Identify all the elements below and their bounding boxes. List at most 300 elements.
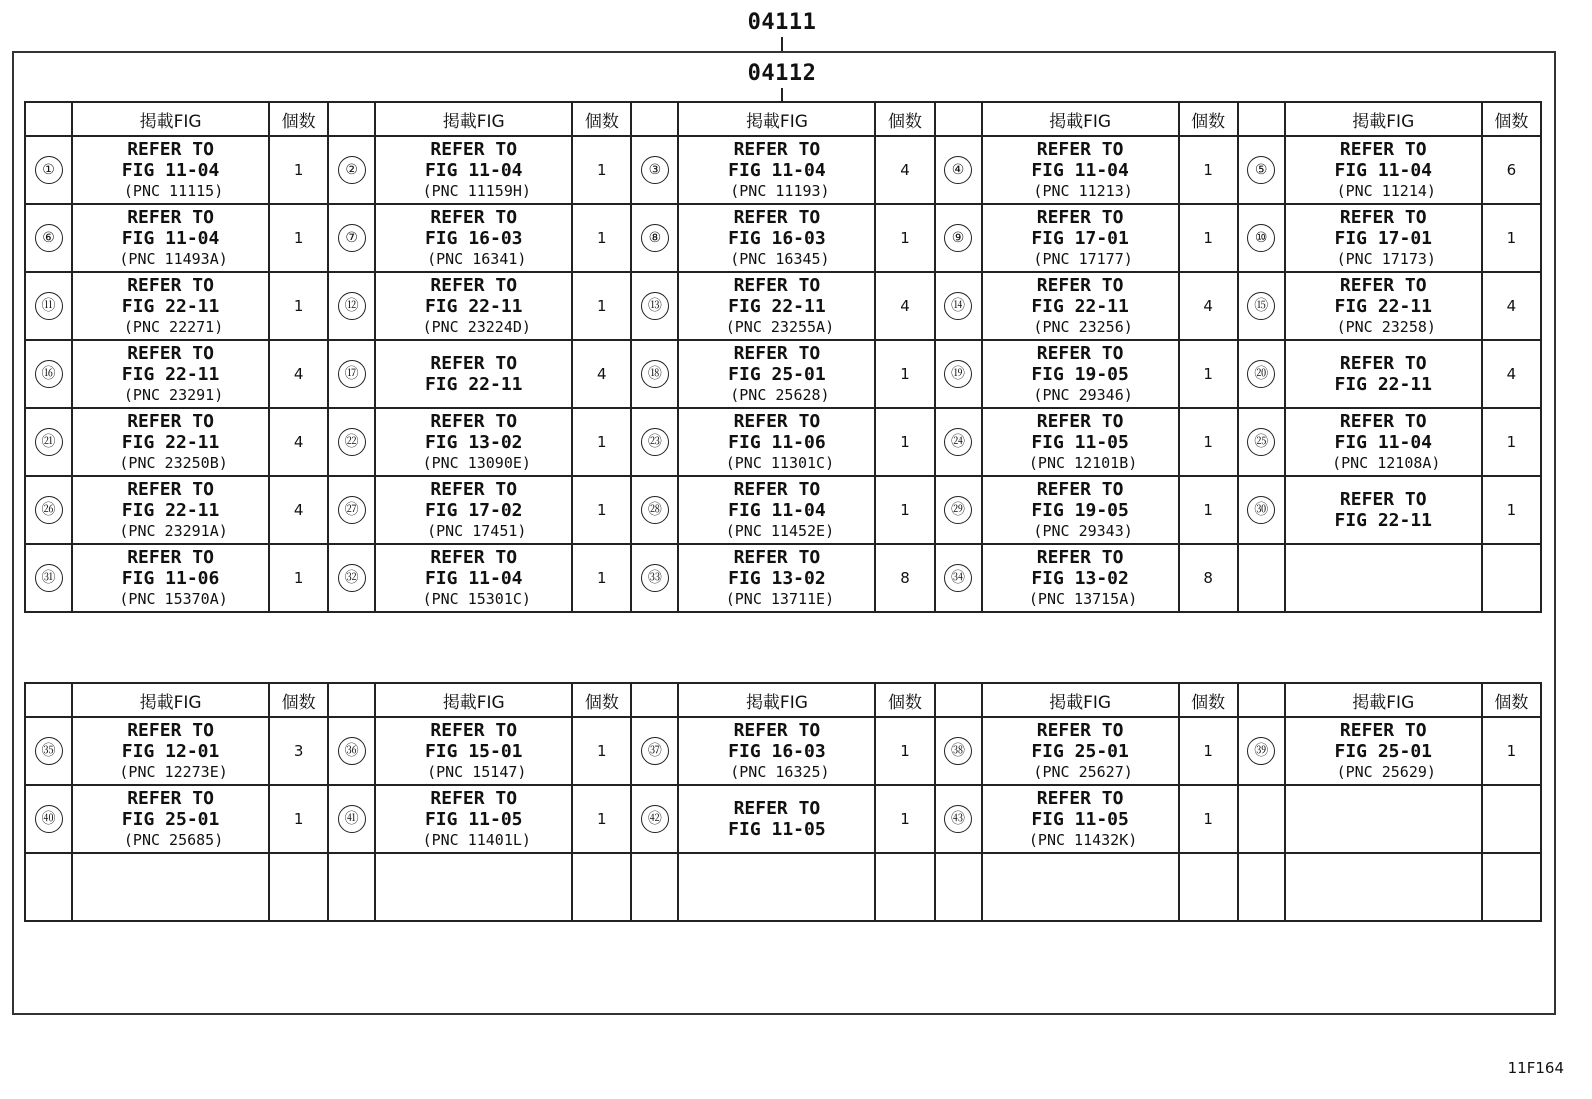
item-number-cell — [631, 853, 678, 921]
quantity-cell: 1 — [1482, 408, 1541, 476]
fig-reference-cell — [72, 853, 269, 921]
item-number-cell — [1238, 272, 1285, 340]
header-fig: 掲載FIG — [1285, 683, 1482, 717]
fig-reference-cell — [1285, 544, 1482, 612]
fig-reference-line: FIG 11-04 — [121, 227, 220, 249]
quantity-cell: 1 — [572, 544, 631, 612]
fig-reference-line: (PNC 16341) — [427, 249, 527, 268]
fig-reference-line: FIG 11-05 — [1031, 431, 1129, 453]
fig-reference-line: REFER TO — [127, 138, 214, 160]
item-number: ㊶ — [338, 805, 366, 833]
item-number-cell — [935, 476, 982, 544]
item-number: ⑭ — [944, 292, 972, 320]
quantity-cell: 1 — [572, 717, 631, 785]
fig-reference-cell — [72, 204, 269, 272]
item-number: ⑤ — [1247, 156, 1275, 184]
table-row — [25, 717, 1541, 785]
fig-reference-cell — [982, 544, 1179, 612]
item-number: ⑬ — [641, 292, 669, 320]
fig-reference-line: FIG 17-01 — [1334, 227, 1433, 249]
fig-reference-line: FIG 15-01 — [424, 740, 523, 762]
fig-reference-line: (PNC 11432K) — [1028, 830, 1138, 849]
quantity-cell — [1179, 853, 1238, 921]
header-qty: 個数 — [875, 102, 934, 136]
quantity-cell: 4 — [269, 408, 328, 476]
fig-reference-line: FIG 25-01 — [1334, 740, 1433, 762]
fig-reference-line: (PNC 25627) — [1033, 762, 1133, 781]
fig-reference-cell — [72, 136, 269, 204]
fig-reference-line: FIG 19-05 — [1031, 363, 1129, 385]
fig-reference-line: (PNC 11214) — [1336, 181, 1436, 200]
fig-reference-line: REFER TO — [1339, 410, 1427, 432]
item-number-cell — [328, 785, 375, 853]
table-row — [25, 785, 1541, 853]
item-number-cell — [25, 853, 72, 921]
fig-reference-line: REFER TO — [1036, 206, 1124, 228]
item-number-cell — [25, 785, 72, 853]
item-number: ① — [35, 156, 63, 184]
quantity-cell: 1 — [572, 136, 631, 204]
table-row — [25, 340, 1541, 408]
fig-reference-line: REFER TO — [430, 787, 518, 809]
item-number: ㉒ — [338, 428, 366, 456]
fig-reference-line: (PNC 11401L) — [422, 830, 531, 849]
item-number-cell — [328, 204, 375, 272]
fig-reference-cell — [982, 476, 1179, 544]
fig-reference-line: FIG 25-01 — [728, 363, 826, 385]
fig-reference-line: (PNC 25685) — [123, 830, 224, 849]
item-number-cell — [935, 272, 982, 340]
fig-reference-cell — [1285, 476, 1482, 544]
fig-reference-line: (PNC 25629) — [1336, 762, 1436, 781]
fig-reference-line: FIG 11-04 — [728, 159, 826, 181]
fig-reference-cell — [678, 408, 875, 476]
header-no — [328, 683, 375, 717]
fig-reference-line: FIG 22-11 — [121, 295, 220, 317]
item-number: ㉗ — [338, 496, 366, 524]
fig-reference-cell — [982, 853, 1179, 921]
item-number: ㉟ — [35, 737, 63, 765]
fig-reference-line: (PNC 17173) — [1336, 249, 1436, 268]
header-qty: 個数 — [875, 683, 934, 717]
fig-reference-line: FIG 11-04 — [121, 159, 220, 181]
fig-reference-line: REFER TO — [733, 410, 821, 432]
quantity-cell — [572, 853, 631, 921]
quantity-cell — [1482, 785, 1541, 853]
fig-reference-line: (PNC 16325) — [730, 762, 830, 781]
header-no — [631, 102, 678, 136]
fig-reference-cell — [678, 717, 875, 785]
quantity-cell: 4 — [572, 340, 631, 408]
quantity-cell: 1 — [1179, 136, 1238, 204]
item-number: ⑮ — [1247, 292, 1275, 320]
item-number: ⑰ — [338, 360, 366, 388]
fig-reference-line: (PNC 17451) — [427, 521, 527, 540]
item-number-cell — [25, 136, 72, 204]
header-no — [631, 683, 678, 717]
fig-reference-cell — [375, 717, 572, 785]
table-row — [25, 476, 1541, 544]
fig-reference-line: FIG 11-05 — [424, 808, 523, 830]
fig-reference-line: REFER TO — [1036, 787, 1124, 809]
fig-reference-line: (PNC 13711E) — [725, 589, 835, 608]
fig-reference-cell — [375, 408, 572, 476]
quantity-cell: 1 — [1179, 717, 1238, 785]
fig-reference-line: (PNC 23258) — [1336, 317, 1436, 336]
fig-reference-line: (PNC 23250B) — [119, 453, 228, 472]
quantity-cell: 8 — [875, 544, 934, 612]
table-row — [25, 272, 1541, 340]
fig-reference-cell — [1285, 717, 1482, 785]
fig-reference-line: (PNC 29346) — [1033, 385, 1133, 404]
item-number: ⑧ — [641, 224, 669, 252]
fig-reference-cell — [678, 476, 875, 544]
quantity-cell: 1 — [1179, 340, 1238, 408]
fig-reference-cell — [982, 785, 1179, 853]
fig-reference-line: REFER TO — [127, 546, 214, 568]
item-number-cell — [631, 785, 678, 853]
item-number: ⑯ — [35, 360, 63, 388]
header-fig: 掲載FIG — [982, 102, 1179, 136]
fig-reference-line: (PNC 23291) — [123, 385, 224, 404]
fig-reference-line: FIG 17-02 — [424, 499, 523, 521]
quantity-cell: 4 — [269, 340, 328, 408]
quantity-cell: 1 — [1179, 785, 1238, 853]
fig-reference-line: FIG 11-06 — [728, 431, 826, 453]
fig-reference-cell — [72, 476, 269, 544]
fig-reference-line: (PNC 25628) — [730, 385, 830, 404]
table-row — [25, 204, 1541, 272]
fig-reference-line: FIG 11-04 — [1334, 431, 1433, 453]
item-number: ⑩ — [1247, 224, 1275, 252]
item-number-cell — [25, 204, 72, 272]
fig-reference-line: REFER TO — [127, 787, 214, 809]
header-fig: 掲載FIG — [72, 102, 269, 136]
item-number-cell — [1238, 476, 1285, 544]
item-number-cell — [631, 136, 678, 204]
table-row — [25, 853, 1541, 921]
fig-reference-line: REFER TO — [1339, 489, 1427, 510]
item-number-cell — [328, 476, 375, 544]
fig-reference-cell — [982, 136, 1179, 204]
item-number-cell — [1238, 544, 1285, 612]
quantity-cell — [875, 853, 934, 921]
figure-code: 11F164 — [1507, 1059, 1564, 1077]
item-number-cell — [328, 136, 375, 204]
fig-reference-line: FIG 22-11 — [121, 431, 220, 453]
fig-reference-line: REFER TO — [1339, 719, 1427, 741]
quantity-cell: 1 — [1179, 476, 1238, 544]
fig-reference-cell — [375, 136, 572, 204]
item-number-cell — [935, 785, 982, 853]
header-no — [25, 683, 72, 717]
header-qty: 個数 — [1482, 102, 1541, 136]
item-number-cell — [935, 340, 982, 408]
header-qty: 個数 — [1179, 102, 1238, 136]
fig-reference-line: FIG 11-05 — [1031, 808, 1129, 830]
fig-reference-line: (PNC 15301C) — [422, 589, 531, 608]
fig-reference-line: (PNC 22271) — [123, 317, 224, 336]
item-number-cell — [631, 717, 678, 785]
table-row — [25, 408, 1541, 476]
item-number-cell — [631, 204, 678, 272]
item-number: ㉑ — [35, 428, 63, 456]
item-number-cell — [631, 544, 678, 612]
table-row — [25, 136, 1541, 204]
header-no — [25, 102, 72, 136]
header-no — [935, 102, 982, 136]
item-number-cell — [1238, 717, 1285, 785]
item-number-cell — [631, 340, 678, 408]
item-number-cell — [935, 544, 982, 612]
quantity-cell: 1 — [572, 476, 631, 544]
fig-reference-line: REFER TO — [1036, 342, 1124, 364]
fig-reference-line: REFER TO — [430, 274, 518, 296]
fig-reference-cell — [982, 204, 1179, 272]
header-qty: 個数 — [572, 102, 631, 136]
item-number: ㉜ — [338, 564, 366, 592]
fig-reference-line: REFER TO — [127, 206, 214, 228]
quantity-cell: 1 — [269, 204, 328, 272]
item-number: ㉞ — [944, 564, 972, 592]
fig-reference-line: FIG 16-03 — [424, 227, 523, 249]
fig-reference-line: FIG 11-05 — [728, 819, 826, 840]
item-number: ⑫ — [338, 292, 366, 320]
fig-reference-cell — [72, 785, 269, 853]
fig-reference-line: FIG 25-01 — [121, 808, 220, 830]
quantity-cell: 1 — [1482, 204, 1541, 272]
quantity-cell: 1 — [572, 785, 631, 853]
header-qty: 個数 — [269, 102, 328, 136]
item-number: ㉝ — [641, 564, 669, 592]
header-qty: 個数 — [572, 683, 631, 717]
header-no — [1238, 102, 1285, 136]
item-number-cell — [631, 476, 678, 544]
item-number-cell — [328, 408, 375, 476]
header-no — [935, 683, 982, 717]
quantity-cell: 1 — [1482, 476, 1541, 544]
item-number: ㊲ — [641, 737, 669, 765]
fig-reference-line: FIG 22-11 — [121, 363, 220, 385]
header-fig: 掲載FIG — [375, 683, 572, 717]
item-number-cell — [328, 717, 375, 785]
fig-reference-line: REFER TO — [127, 342, 214, 364]
fig-reference-line: FIG 16-03 — [728, 227, 826, 249]
fig-reference-cell — [72, 272, 269, 340]
fig-reference-line: REFER TO — [733, 719, 821, 741]
fig-reference-cell — [72, 717, 269, 785]
fig-reference-line: REFER TO — [1036, 410, 1124, 432]
item-number: ㉚ — [1247, 496, 1275, 524]
header-fig: 掲載FIG — [678, 683, 875, 717]
fig-reference-line: (PNC 11452E) — [725, 521, 835, 540]
table-row — [25, 544, 1541, 612]
fig-reference-line: REFER TO — [430, 546, 518, 568]
header-fig: 掲載FIG — [72, 683, 269, 717]
quantity-cell: 1 — [269, 785, 328, 853]
quantity-cell: 1 — [875, 408, 934, 476]
quantity-cell: 4 — [1482, 272, 1541, 340]
fig-reference-line: FIG 22-11 — [1334, 510, 1433, 531]
fig-reference-line: (PNC 23256) — [1033, 317, 1133, 336]
leader-line-inner — [781, 88, 783, 101]
item-number-cell — [328, 272, 375, 340]
fig-reference-line: FIG 13-02 — [728, 567, 826, 589]
quantity-cell: 1 — [875, 476, 934, 544]
fig-reference-line: FIG 22-11 — [1031, 295, 1129, 317]
fig-reference-cell — [375, 853, 572, 921]
item-number-cell — [935, 136, 982, 204]
item-number-cell — [935, 408, 982, 476]
fig-reference-cell — [678, 136, 875, 204]
fig-reference-cell — [678, 544, 875, 612]
fig-reference-cell — [72, 408, 269, 476]
fig-reference-line: REFER TO — [430, 410, 518, 432]
item-number: ㉙ — [944, 496, 972, 524]
fig-reference-cell — [1285, 272, 1482, 340]
item-number: ⑱ — [641, 360, 669, 388]
fig-reference-cell — [375, 204, 572, 272]
header-no — [328, 102, 375, 136]
fig-reference-cell — [375, 785, 572, 853]
header-fig: 掲載FIG — [678, 102, 875, 136]
fig-reference-line: (PNC 12273E) — [119, 762, 228, 781]
fig-reference-cell — [375, 544, 572, 612]
fig-reference-cell — [1285, 408, 1482, 476]
item-number: ⑪ — [35, 292, 63, 320]
fig-reference-cell — [1285, 785, 1482, 853]
fig-reference-line: REFER TO — [1036, 478, 1124, 500]
quantity-cell: 1 — [875, 204, 934, 272]
fig-reference-line: FIG 22-11 — [1334, 374, 1433, 395]
fig-reference-cell — [72, 544, 269, 612]
fig-reference-line: REFER TO — [430, 353, 518, 374]
fig-reference-line: REFER TO — [733, 138, 821, 160]
header-qty: 個数 — [269, 683, 328, 717]
item-number-cell — [935, 204, 982, 272]
fig-reference-line: FIG 11-04 — [1334, 159, 1433, 181]
quantity-cell — [1482, 853, 1541, 921]
item-number-cell — [328, 340, 375, 408]
quantity-cell: 4 — [1179, 272, 1238, 340]
fig-reference-line: FIG 13-02 — [1031, 567, 1129, 589]
fig-reference-line: (PNC 17177) — [1033, 249, 1133, 268]
fig-reference-cell — [1285, 853, 1482, 921]
quantity-cell: 4 — [875, 272, 934, 340]
item-number: ⑥ — [35, 224, 63, 252]
fig-reference-cell — [678, 785, 875, 853]
item-number-cell — [1238, 204, 1285, 272]
fig-reference-line: (PNC 13090E) — [422, 453, 531, 472]
item-number: ⑳ — [1247, 360, 1275, 388]
item-number-cell — [1238, 136, 1285, 204]
item-number: ⑲ — [944, 360, 972, 388]
fig-reference-cell — [375, 340, 572, 408]
fig-reference-line: REFER TO — [733, 206, 821, 228]
fig-reference-line: REFER TO — [733, 546, 821, 568]
item-number: ㊵ — [35, 805, 63, 833]
fig-reference-line: REFER TO — [1036, 719, 1124, 741]
fig-reference-line: REFER TO — [127, 274, 214, 296]
item-number: ④ — [944, 156, 972, 184]
item-number-cell — [25, 476, 72, 544]
quantity-cell — [269, 853, 328, 921]
item-number-cell — [1238, 853, 1285, 921]
header-no — [1238, 683, 1285, 717]
quantity-cell: 1 — [1179, 204, 1238, 272]
fig-reference-line: (PNC 16345) — [730, 249, 830, 268]
item-number-cell — [25, 340, 72, 408]
fig-reference-line: (PNC 15370A) — [119, 589, 228, 608]
fig-reference-cell — [375, 272, 572, 340]
item-number: ② — [338, 156, 366, 184]
fig-reference-line: FIG 11-06 — [121, 567, 220, 589]
fig-reference-line: (PNC 23291A) — [119, 521, 228, 540]
leader-line-outer — [781, 37, 783, 51]
fig-reference-cell — [678, 340, 875, 408]
item-number-cell — [935, 853, 982, 921]
fig-reference-cell — [678, 204, 875, 272]
header-fig: 掲載FIG — [1285, 102, 1482, 136]
fig-reference-line: REFER TO — [1339, 353, 1427, 374]
fig-reference-line: (PNC 11213) — [1033, 181, 1133, 200]
item-number-cell — [25, 717, 72, 785]
fig-reference-line: FIG 22-11 — [1334, 295, 1433, 317]
item-number-cell — [25, 272, 72, 340]
fig-reference-line: REFER TO — [430, 206, 518, 228]
fig-reference-line: REFER TO — [1339, 206, 1427, 228]
fig-reference-line: FIG 11-04 — [424, 159, 523, 181]
fig-reference-line: REFER TO — [733, 274, 821, 296]
fig-reference-line: (PNC 13715A) — [1028, 589, 1138, 608]
fig-reference-line: REFER TO — [127, 719, 214, 741]
fig-reference-cell — [678, 853, 875, 921]
fig-reference-line: REFER TO — [1036, 546, 1124, 568]
parts-table-1 — [24, 101, 1542, 613]
quantity-cell: 1 — [1482, 717, 1541, 785]
quantity-cell: 1 — [875, 717, 934, 785]
fig-reference-line: FIG 25-01 — [1031, 740, 1129, 762]
fig-reference-line: REFER TO — [127, 410, 214, 432]
fig-reference-line: REFER TO — [1036, 138, 1124, 160]
fig-reference-cell — [678, 272, 875, 340]
item-number: ㊷ — [641, 805, 669, 833]
fig-reference-line: REFER TO — [1339, 138, 1427, 160]
header-fig: 掲載FIG — [982, 683, 1179, 717]
item-number: ㊴ — [1247, 737, 1275, 765]
fig-reference-line: FIG 13-02 — [424, 431, 523, 453]
item-number-cell — [1238, 408, 1285, 476]
item-number: ⑨ — [944, 224, 972, 252]
fig-reference-line: (PNC 23224D) — [422, 317, 531, 336]
fig-reference-line: FIG 22-11 — [424, 295, 523, 317]
item-number: ㊳ — [944, 737, 972, 765]
item-number: ㉘ — [641, 496, 669, 524]
item-number: ㉓ — [641, 428, 669, 456]
quantity-cell: 1 — [269, 136, 328, 204]
fig-reference-line: (PNC 12101B) — [1028, 453, 1138, 472]
quantity-cell — [1482, 544, 1541, 612]
fig-reference-cell — [982, 272, 1179, 340]
quantity-cell: 1 — [269, 544, 328, 612]
fig-reference-cell — [72, 340, 269, 408]
fig-reference-line: (PNC 23255A) — [725, 317, 835, 336]
fig-reference-line: (PNC 11115) — [123, 181, 224, 200]
fig-reference-cell — [1285, 204, 1482, 272]
item-number-cell — [328, 853, 375, 921]
item-number: ⑦ — [338, 224, 366, 252]
item-number: ㉖ — [35, 496, 63, 524]
